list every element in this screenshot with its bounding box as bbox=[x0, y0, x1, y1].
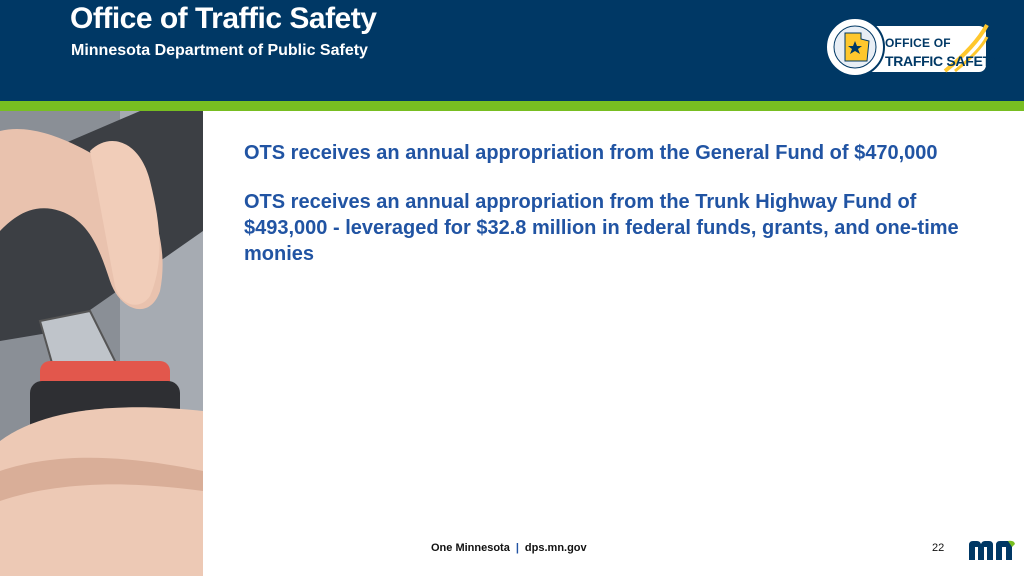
paragraph-general-fund: OTS receives an annual appropriation from the General Fund of $470,000 bbox=[244, 142, 938, 164]
accent-stripe bbox=[0, 101, 1024, 111]
footer-separator: | bbox=[515, 542, 519, 554]
content-body bbox=[244, 140, 964, 290]
footer-text bbox=[431, 542, 587, 554]
footer-tagline: One Minnesota bbox=[431, 542, 510, 554]
logo-line1: OFFICE OF bbox=[885, 36, 951, 50]
seatbelt-photo bbox=[0, 111, 203, 576]
footer-url-link[interactable]: dps.mn.gov bbox=[524, 542, 587, 554]
mn-state-logo-icon bbox=[968, 539, 1016, 561]
page-subtitle: Minnesota Department of Public Safety bbox=[71, 42, 368, 59]
page-number: 22 bbox=[932, 542, 945, 554]
paragraph-trunk-highway: OTS receives an annual appropriation from the Trunk Highway Fund of $493,000 - leveraged for $32.8 million in federal funds, grants, and one-time monies bbox=[244, 191, 959, 265]
logo-line2: TRAFFIC SAFETY bbox=[885, 53, 1000, 69]
page-title: Office of Traffic Safety bbox=[70, 2, 377, 35]
